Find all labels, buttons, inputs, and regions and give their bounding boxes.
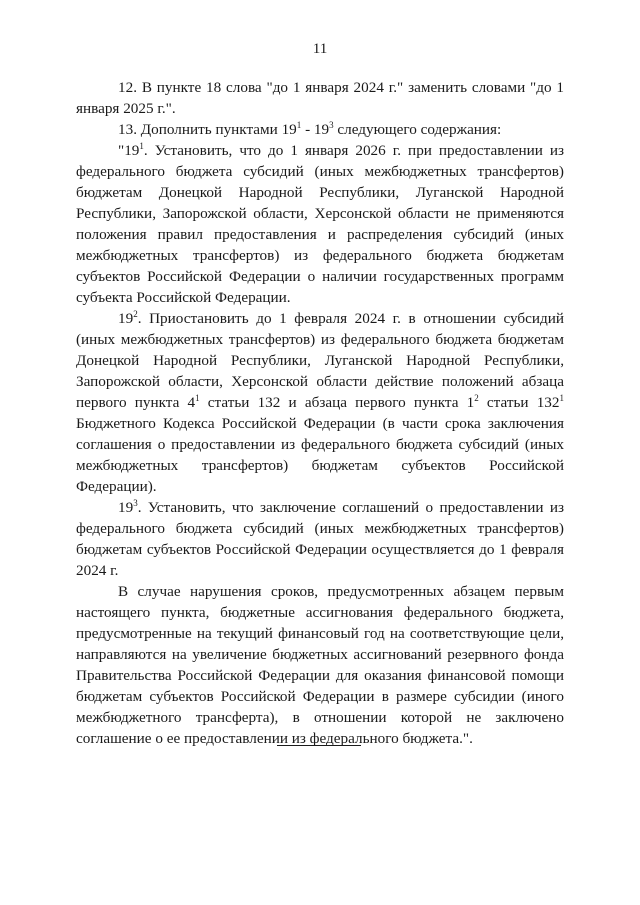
text-run: следующего содержания: bbox=[333, 121, 502, 138]
text-run: Бюджетного Кодекса Российской Федерации (в части срока заключения соглашения о предоставлении из федерального бюджета субсидий (иных межбюджетных трансфертов) бюджетам субъектов Российской Федерации). bbox=[76, 415, 564, 495]
superscript: 2 bbox=[133, 309, 138, 319]
superscript: 1 bbox=[195, 393, 200, 403]
text-run: . Установить, что заключение соглашений о предоставлении из федерального бюджета субсидий (иных межбюджетных трансфертов) бюджетам субъектов Российской Федерации осуществляется до 1 февраля 2024 г. bbox=[76, 499, 564, 579]
paragraph bbox=[76, 308, 564, 497]
superscript: 1 bbox=[139, 141, 144, 151]
paragraph bbox=[76, 140, 564, 308]
paragraph bbox=[76, 497, 564, 581]
text-run: В случае нарушения сроков, предусмотренных абзацем первым настоящего пункта, бюджетные ассигнования федерального бюджета, предусмотренные на текущий финансовый год на соответствующие цели, направляются на увеличение бюджетных ассигнований резервного фонда Правительства Российской Федерации для оказания финансовой помощи бюджетам субъектов Российской Федерации в размере субсидии (иного межбюджетного трансферта), в отношении которой не заключено соглашение о ее предоставлении из федерального бюджета.". bbox=[76, 583, 564, 747]
document-body bbox=[76, 77, 564, 749]
text-run: 13. Дополнить пунктами 19 bbox=[118, 121, 297, 138]
superscript: 1 bbox=[296, 120, 302, 130]
end-rule bbox=[277, 745, 361, 746]
paragraph bbox=[76, 119, 564, 140]
text-run: - 19 bbox=[301, 121, 330, 138]
paragraph bbox=[76, 77, 564, 119]
text-run: статьи 132 и абзаца первого пункта 1 bbox=[199, 394, 475, 411]
page-number: 11 bbox=[312, 40, 328, 57]
superscript: 2 bbox=[474, 393, 479, 403]
text-run: статьи 132 bbox=[478, 394, 560, 411]
text-run: "19 bbox=[118, 142, 140, 159]
text-run: 12. В пункте 18 слова "до 1 января 2024 г." заменить словами "до 1 января 2025 г.". bbox=[76, 79, 564, 117]
text-run: . Приостановить до 1 февраля 2024 г. в отношении субсидий (иных межбюджетных трансфертов) из федерального бюджета бюджетам Донецкой Народной Республики, Луганской Народной Республики, Запорожской области, Херсонской области действие положений абзаца первого пункта 4 bbox=[76, 310, 564, 411]
text-run: . Установить, что до 1 января 2026 г. при предоставлении из федерального бюджета субсидий (иных межбюджетных трансфертов) бюджетам Донецкой Народной Республики, Луганской Народной Республики, Запорожской области, Херсонской области не применяются положения правил предоставления и распределения субсидий (иных межбюджетных трансфертов) из федерального бюджета бюджетам субъектов Российской Федерации о наличии государственных программ субъекта Российской Федерации. bbox=[76, 142, 564, 306]
paragraph bbox=[76, 581, 564, 749]
superscript: 1 bbox=[559, 393, 564, 403]
text-run: 19 bbox=[118, 310, 134, 327]
superscript: 3 bbox=[329, 120, 334, 130]
text-run: 19 bbox=[118, 499, 134, 516]
superscript: 3 bbox=[133, 498, 138, 508]
